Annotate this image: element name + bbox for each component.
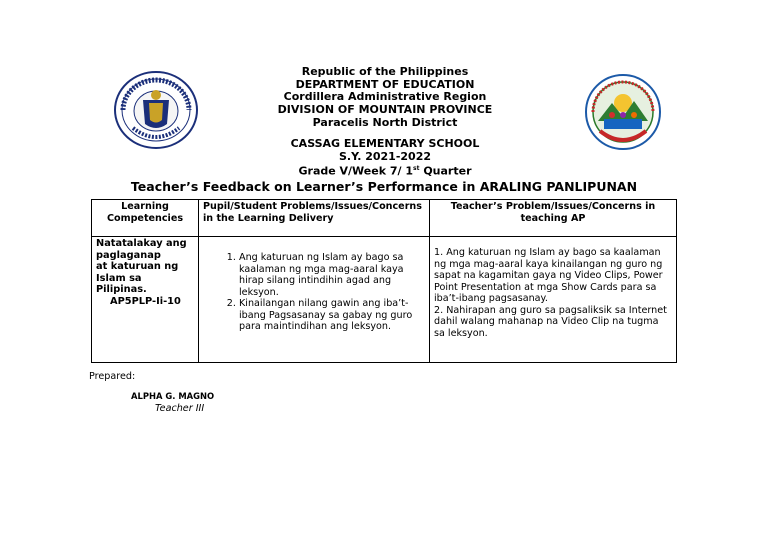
competency-line: paglaganap (96, 249, 161, 261)
deped-seal-logo (113, 70, 199, 150)
list-item: 1. Ang katuruan ng Islam ay bago sa kaalaman ng mga mag-aaral kaya hirap silang intindihin agad ang leksyon. (239, 252, 425, 298)
school-year: S.Y. 2021-2022 (338, 149, 432, 163)
preparer-name: ALPHA G. MAGNO (131, 391, 215, 401)
republic-line: Republic of the Philippines (301, 65, 469, 78)
school-name: CASSAG ELEMENTARY SCHOOL (290, 137, 480, 150)
grade-week: Grade V/Week 7/ 1 (298, 165, 414, 179)
letterhead (250, 66, 520, 130)
feedback-table (91, 199, 677, 363)
competency-line: Natatalakay ang (96, 238, 187, 249)
teacher-concerns-cell (430, 237, 677, 363)
division-line: DIVISION OF MOUNTAIN PROVINCE (277, 103, 493, 117)
school-info (250, 138, 520, 179)
competency-line: Pilipinas. (96, 284, 147, 295)
competency-line: Islam sa (96, 272, 142, 284)
list-item: 2. Kinailangan nilang gawin ang iba’t-ibang Pagsasanay sa gabay ng guro para maintindihan ang leksyon. (239, 298, 425, 333)
quarter-ordinal: st (413, 165, 420, 173)
region-line: Cordillera Administrative Region (283, 90, 487, 104)
competency-code: AP5PLP-Ii-10 (110, 295, 181, 307)
list-item: 1. Ang katuruan ng Islam ay bago sa kaalaman ng mga mag-aaral kaya kinailangan ng guro ng sapat na kagamitan gaya ng Video Clips, Power Point Presentation at mga Show Cards para sa iba’t-ibang pagsasanay. (434, 247, 663, 304)
competency-line: at katuruan ng (96, 261, 179, 272)
competency-cell (92, 237, 199, 363)
division-seal-logo (584, 73, 662, 151)
header-pupil-concerns: Pupil/Student Problems/Issues/Concerns in the Learning Delivery (199, 200, 430, 237)
pupil-concerns-list (203, 252, 425, 333)
pupil-concerns-cell (199, 237, 430, 363)
table-header-row (92, 200, 677, 237)
header-teacher-concerns: Teacher’s Problem/Issues/Concerns in teaching AP (430, 200, 677, 237)
quarter-word: Quarter (419, 165, 472, 179)
district-line: Paracelis North District (312, 115, 458, 129)
preparer-position: Teacher III (155, 403, 205, 414)
list-item: 2. Nahirapan ang guro sa pagsaliksik sa Internet dahil walang mahanap na Video Clip na tugma sa leksyon. (434, 304, 667, 339)
department-line: DEPARTMENT OF EDUCATION (295, 77, 475, 91)
header-competencies: Learning Competencies (92, 200, 199, 237)
table-row (92, 237, 677, 363)
prepared-label: Prepared: (89, 371, 136, 382)
document-title: Teacher’s Feedback on Learner’s Performance in ARALING PANLIPUNAN (130, 179, 638, 194)
grade-week-quarter (250, 163, 520, 178)
